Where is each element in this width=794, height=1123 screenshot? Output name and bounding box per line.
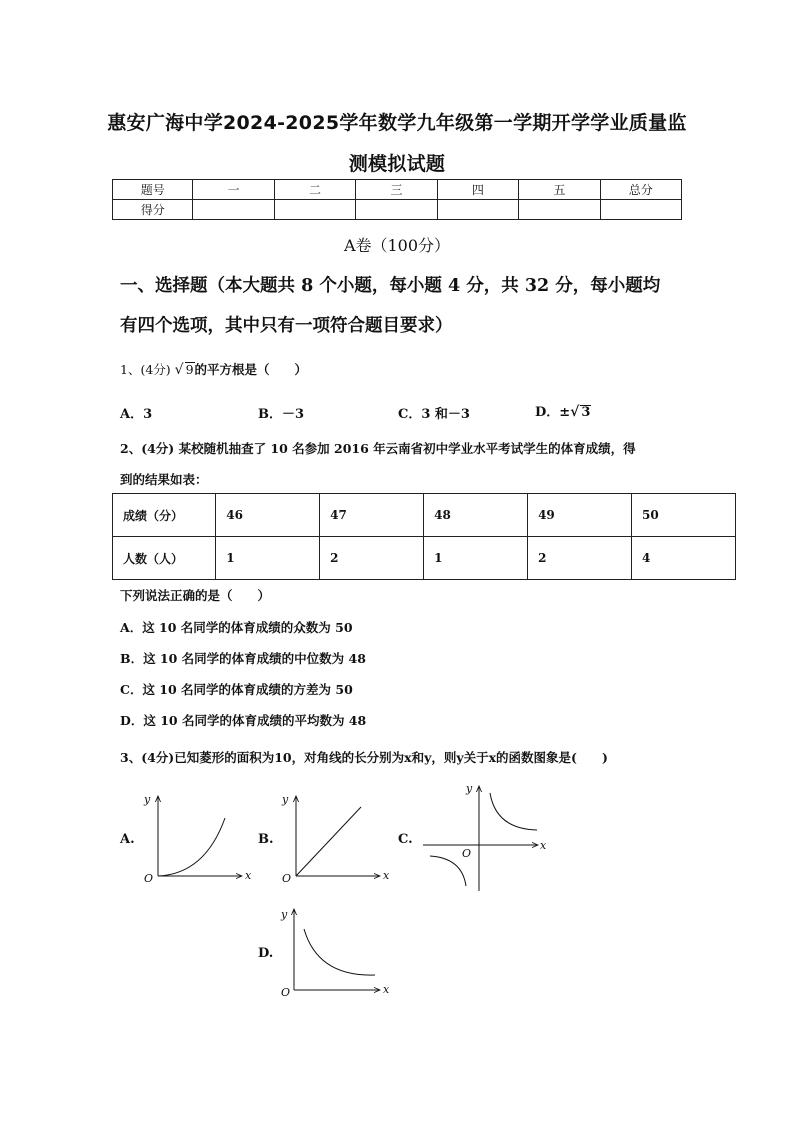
grades-cell: 2 (528, 537, 632, 580)
score-header-cell: 五 (519, 180, 600, 200)
score-header-cell: 二 (274, 180, 355, 200)
graph-b-y-label: y (282, 793, 289, 806)
score-header-cell: 三 (356, 180, 437, 200)
graph-b-origin: O (282, 872, 292, 885)
q3-option-d-label[interactable]: D. (258, 946, 274, 961)
page-title-line2: 测模拟试题 (348, 153, 446, 175)
graph-a (143, 793, 252, 885)
graph-a-x-label: x (245, 869, 252, 882)
graph-a-y-label: y (144, 793, 151, 806)
graph-c-y-label: y (466, 782, 473, 795)
score-header-cell: 四 (437, 180, 518, 200)
grades-cell: 1 (424, 537, 528, 580)
graph-c-curve-q3 (430, 856, 466, 886)
graph-c-x-label: x (540, 839, 547, 852)
section1-heading-line1: 一、选择题（本大题共 8 个小题，每小题 4 分，共 32 分，每小题均 (120, 276, 661, 296)
question-2-line1: 2、(4分) 某校随机抽查了 10 名参加 2016 年云南省初中学业水平考试学生的体育成绩，得 (120, 441, 636, 456)
question-2-line2: 到的结果如表： (120, 472, 208, 487)
graph-d (280, 908, 390, 999)
q3-option-b-label[interactable]: B. (258, 832, 274, 847)
grades-cell: 4 (632, 537, 736, 580)
graph-c-origin: O (462, 847, 472, 860)
grades-cell: 人数（人） (113, 537, 216, 580)
graph-a-origin: O (144, 872, 154, 885)
q1-option-d-label: D．± (535, 405, 571, 420)
q2-prompt: 下列说法正确的是（ ） (120, 588, 271, 603)
score-header-cell: 总分 (600, 180, 681, 200)
q1-option-b[interactable]: B．－3 (258, 407, 305, 422)
grades-cell: 2 (320, 537, 424, 580)
q1-prefix: 1、(4分) (120, 362, 171, 377)
graph-d-curve (304, 929, 375, 975)
graph-b-line (296, 807, 361, 876)
graph-a-curve (158, 818, 225, 876)
grades-cell: 47 (320, 494, 424, 537)
graph-d-y-label: y (281, 908, 288, 921)
graph-b-x-label: x (383, 869, 390, 882)
grades-cell: 48 (424, 494, 528, 537)
score-header-cell: 题号 (113, 180, 193, 200)
q1-radicand: 9 (185, 362, 194, 377)
sqrt-icon: √ (174, 362, 184, 378)
graph-c-curve-q1 (490, 793, 537, 830)
q2-option-a[interactable]: A．这 10 名同学的体育成绩的众数为 50 (120, 620, 353, 635)
sqrt-icon: √ (570, 404, 580, 420)
grades-cell: 成绩（分） (113, 494, 216, 537)
q1-option-a[interactable]: A．3 (120, 407, 153, 422)
q1-option-d-radicand: 3 (581, 405, 591, 420)
grades-cell: 49 (528, 494, 632, 537)
grades-cell: 50 (632, 494, 736, 537)
section-a-heading: A卷（100分） (343, 236, 451, 255)
q2-option-b[interactable]: B．这 10 名同学的体育成绩的中位数为 48 (120, 651, 366, 666)
grades-cell: 1 (216, 537, 320, 580)
question-3: 3、(4分)已知菱形的面积为10，对角线的长分别为x和y，则y关于x的函数图象是( ) (120, 750, 608, 765)
graph-c (423, 782, 547, 891)
grades-cell: 46 (216, 494, 320, 537)
q1-option-c[interactable]: C．3 和－3 (398, 407, 470, 422)
score-row-label: 得分 (113, 200, 193, 220)
q3-option-c-label[interactable]: C. (398, 832, 413, 847)
q2-option-d[interactable]: D．这 10 名同学的体育成绩的平均数为 48 (120, 713, 367, 728)
graph-b (281, 793, 390, 885)
section1-heading-line2: 有四个选项，其中只有一项符合题目要求） (120, 316, 453, 336)
q2-option-c[interactable]: C．这 10 名同学的体育成绩的方差为 50 (120, 682, 353, 697)
score-header-cell: 一 (193, 180, 274, 200)
page-title-line1: 惠安广海中学2024-2025学年数学九年级第一学期开学学业质量监 (107, 112, 687, 134)
q1-suffix: 的平方根是（ ） (194, 362, 308, 377)
q3-option-a-label[interactable]: A. (120, 832, 135, 847)
graph-d-origin: O (281, 986, 291, 999)
graph-d-x-label: x (383, 983, 390, 996)
